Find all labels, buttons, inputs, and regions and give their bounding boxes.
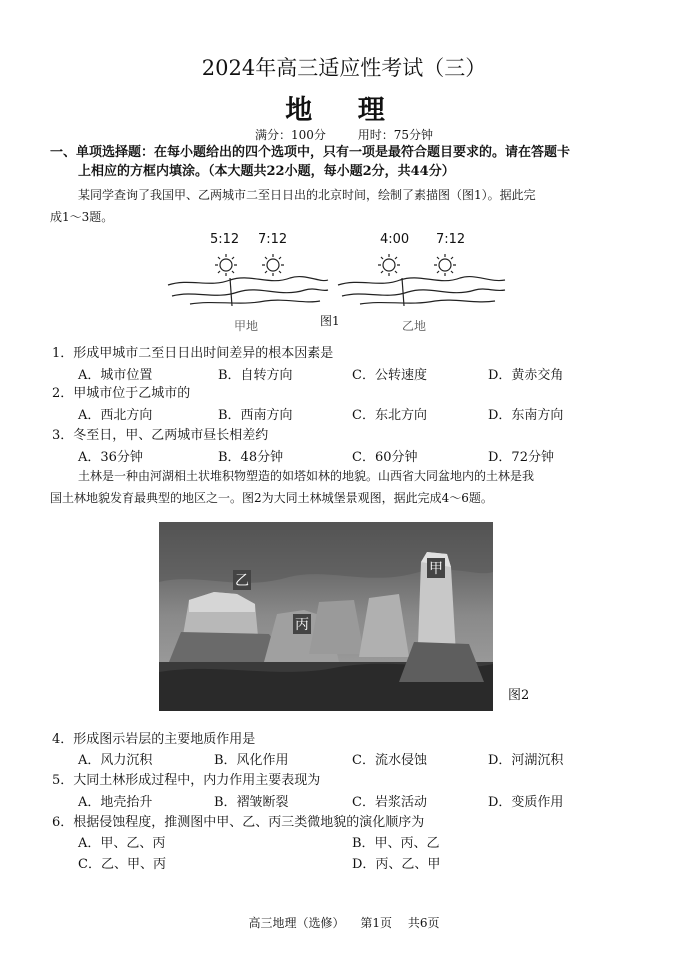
right-place-label: 乙地 [402,319,427,333]
figure2-caption: 图2 [508,688,530,703]
question-2-stem: 2．甲城市位于乙城市的 [52,386,191,401]
figure1 [160,228,540,338]
exam-title: 2024年高三适应性考试（三） [201,56,487,80]
q5-option-b: B．褶皱断裂 [214,795,289,810]
left-sunrise-time-1: 5:12 [210,232,240,247]
label-bing: 丙 [293,614,311,634]
q6-option-a: A．甲、乙、丙 [78,836,166,851]
question-1-stem: 1．形成甲城市二至日日出时间差异的根本因素是 [52,346,334,361]
figure2-photo [159,522,493,711]
q3-option-c: C．60分钟 [352,450,418,465]
q6-option-b: B．甲、丙、乙 [352,836,440,851]
q5-option-c: C．岩浆活动 [352,795,427,810]
full-score: 满分：100分 [254,128,326,142]
q2-option-d: D．东南方向 [488,408,564,423]
question-4-stem: 4．形成图示岩层的主要地质作用是 [52,732,256,747]
footer-page: 第1页 [360,916,392,930]
q4-option-b: B．风化作用 [214,753,289,768]
label-jia: 甲 [427,558,445,578]
page-footer [0,914,688,931]
left-place-label: 甲地 [234,319,259,333]
right-sunrise-time-2: 7:12 [436,232,466,247]
q6-option-d: D．丙、乙、甲 [352,857,441,872]
question-5-stem: 5．大同土林形成过程中，内力作用主要表现为 [52,773,321,788]
intro2-line2: 国土林地貌发育最典型的地区之一。图2为大同土林城堡景观图，据此完成4～6题。 [50,491,493,505]
question-3-stem: 3．冬至日，甲、乙两城市昼长相差约 [52,428,269,443]
intro1-line2: 成1～3题。 [50,210,114,224]
q1-option-a: A．城市位置 [78,368,153,383]
q2-option-c: C．东北方向 [352,408,427,423]
intro2-line1: 土林是一种由河湖相土状堆积物塑造的如塔如林的地貌。山西省大同盆地内的土林是我 [78,469,535,483]
label-yi: 乙 [233,570,251,590]
sun-icon [215,254,456,276]
time-limit: 用时：75分钟 [357,128,433,142]
q1-option-b: B．自转方向 [218,368,293,383]
q2-option-b: B．西南方向 [218,408,293,423]
section-heading-line2: 上相应的方框内填涂。（本大题共22小题，每小题2分，共44分） [78,164,455,179]
q5-option-d: D．变质作用 [488,795,564,810]
subject-title: 地 理 [285,95,403,126]
earth-forest-image [159,522,493,711]
q5-option-a: A．地壳抬升 [78,795,153,810]
q3-option-d: D．72分钟 [488,450,554,465]
figure1-caption: 图1 [320,314,340,328]
exam-meta [0,126,688,143]
q1-option-c: C．公转速度 [352,368,427,383]
q4-option-a: A．风力沉积 [78,753,153,768]
q4-option-d: D．河湖沉积 [488,753,564,768]
q4-option-c: C．流水侵蚀 [352,753,427,768]
q3-option-a: A．36分钟 [78,450,143,465]
q1-option-d: D．黄赤交角 [488,368,564,383]
q3-option-b: B．48分钟 [218,450,284,465]
left-sunrise-time-2: 7:12 [258,232,288,247]
footer-course: 高三地理（选修） [248,916,345,930]
q2-option-a: A．西北方向 [78,408,153,423]
footer-total: 共6页 [407,916,440,930]
intro1-line1: 某同学查询了我国甲、乙两城市二至日日出的北京时间，绘制了素描图（图1）。据此完 [78,188,536,202]
section-heading-line1: 一、单项选择题：在每小题给出的四个选项中，只有一项是最符合题目要求的。请在答题卡 [50,145,571,160]
q6-option-c: C．乙、甲、丙 [78,857,166,872]
question-6-stem: 6．根据侵蚀程度，推测图中甲、乙、丙三类微地貌的演化顺序为 [52,815,425,830]
right-sunrise-time-1: 4:00 [380,232,410,247]
